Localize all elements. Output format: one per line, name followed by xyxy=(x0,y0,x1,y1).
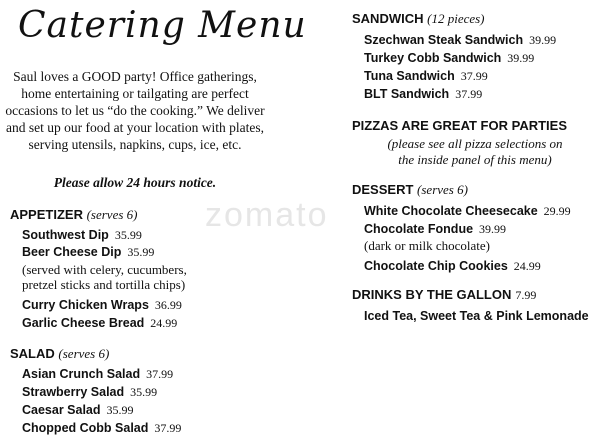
page-title: Catering Menu xyxy=(18,5,307,46)
sandwich-title: SANDWICH xyxy=(352,11,424,26)
menu-item xyxy=(22,384,157,401)
item-price: 24.99 xyxy=(513,259,541,273)
dessert-heading xyxy=(352,182,468,198)
salad-heading xyxy=(10,346,109,362)
item-name: Curry Chicken Wraps xyxy=(22,298,149,312)
item-price: 29.99 xyxy=(543,204,571,218)
item-name: Beer Cheese Dip xyxy=(22,245,122,259)
menu-item xyxy=(364,50,534,67)
menu-item xyxy=(364,68,488,85)
menu-item xyxy=(22,420,181,437)
watermark: zomato xyxy=(205,196,329,234)
salad-title: SALAD xyxy=(10,346,55,361)
item-price: 39.99 xyxy=(507,51,535,65)
item-name: BLT Sandwich xyxy=(364,87,450,101)
item-name: Southwest Dip xyxy=(22,228,109,242)
menu-item xyxy=(22,315,177,332)
item-description: (dark or milk chocolate) xyxy=(364,238,490,253)
pizzas-note-line: the inside panel of this menu) xyxy=(398,152,552,167)
item-price: 35.99 xyxy=(106,403,134,417)
menu-item xyxy=(22,227,142,244)
item-name: Garlic Cheese Bread xyxy=(22,316,145,330)
item-description: (served with celery, cucumbers, xyxy=(22,262,187,277)
item-name: Chocolate Chip Cookies xyxy=(364,259,508,273)
item-price: 37.99 xyxy=(154,421,182,435)
pizzas-note xyxy=(350,136,600,168)
item-name: Chocolate Fondue xyxy=(364,222,474,236)
drinks-price: 7.99 xyxy=(515,288,537,302)
item-price: 37.99 xyxy=(455,87,483,101)
sandwich-heading xyxy=(352,11,485,27)
item-name: Chopped Cobb Salad xyxy=(22,421,149,435)
intro-text: Saul loves a GOOD party! Office gatherings, home entertaining or tailgating are perfect occasions to let us “do the cooking.” We deliver and set up our food at your location with plates, serving utensils, napkins, cups, ice, etc. xyxy=(5,69,265,152)
appetizer-title: APPETIZER xyxy=(10,207,83,222)
item-name: Szechwan Steak Sandwich xyxy=(364,33,524,47)
item-name: Iced Tea, Sweet Tea & Pink Lemonade xyxy=(364,309,589,323)
item-price: 35.99 xyxy=(130,385,158,399)
menu-item xyxy=(364,221,506,238)
pizzas-heading: PIZZAS ARE GREAT FOR PARTIES xyxy=(352,118,567,133)
sandwich-note: (12 pieces) xyxy=(427,11,485,26)
menu-item xyxy=(364,258,541,275)
item-name: Caesar Salad xyxy=(22,403,101,417)
item-name: White Chocolate Cheesecake xyxy=(364,204,538,218)
item-price: 24.99 xyxy=(150,316,178,330)
item-description: pretzel sticks and tortilla chips) xyxy=(22,277,186,292)
menu-item xyxy=(22,244,154,261)
item-price: 39.99 xyxy=(529,33,557,47)
salad-note: (serves 6) xyxy=(58,346,110,361)
menu-item xyxy=(364,203,571,220)
menu-item xyxy=(364,308,589,325)
item-price: 37.99 xyxy=(460,69,488,83)
item-name: Turkey Cobb Sandwich xyxy=(364,51,502,65)
menu-item xyxy=(22,297,182,314)
dessert-title: DESSERT xyxy=(352,182,414,197)
notice-text: Please allow 24 hours notice. xyxy=(53,175,217,190)
menu-item xyxy=(22,402,134,419)
appetizer-heading xyxy=(10,207,138,223)
item-name: Asian Crunch Salad xyxy=(22,367,141,381)
menu-item xyxy=(364,86,482,103)
item-price: 36.99 xyxy=(154,298,182,312)
item-price: 35.99 xyxy=(127,245,155,259)
pizzas-note-line: (please see all pizza selections on xyxy=(387,136,563,151)
menu-item xyxy=(22,366,173,383)
drinks-heading xyxy=(352,287,536,303)
appetizer-note: (serves 6) xyxy=(86,207,138,222)
item-price: 37.99 xyxy=(146,367,174,381)
drinks-title: DRINKS BY THE GALLON xyxy=(352,287,512,302)
item-price: 39.99 xyxy=(479,222,507,236)
menu-item xyxy=(364,32,556,49)
item-name: Strawberry Salad xyxy=(22,385,125,399)
item-price: 35.99 xyxy=(114,228,142,242)
item-name: Tuna Sandwich xyxy=(364,69,455,83)
dessert-note: (serves 6) xyxy=(417,182,468,197)
